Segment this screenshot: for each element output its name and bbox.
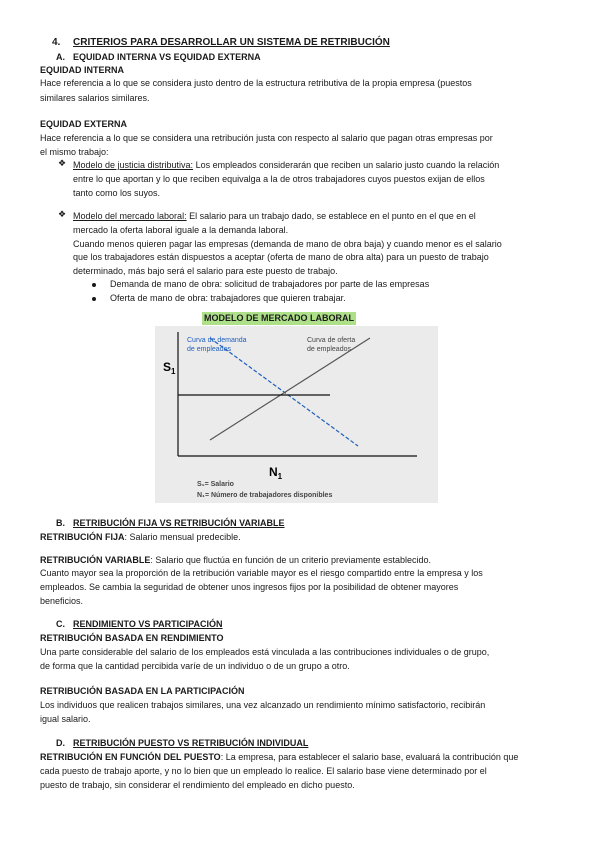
- definition-text: : La empresa, para establecer el salario base, evaluará la contribución que: [220, 752, 519, 762]
- subsection-letter: B.: [56, 518, 65, 528]
- heading-equidad-interna: EQUIDAD INTERNA: [40, 65, 125, 75]
- heading-participacion: RETRIBUCIÓN BASADA EN LA PARTICIPACIÓN: [40, 686, 245, 696]
- definition-text: : Salario mensual predecible.: [124, 532, 241, 542]
- term: RETRIBUCIÓN VARIABLE: [40, 555, 151, 565]
- demand-curve-label: Curva de demanda de empleados: [187, 337, 247, 353]
- paragraph-line: mercado la oferta laboral iguale a la demanda laboral.: [73, 225, 289, 235]
- definition-fija: [40, 531, 241, 543]
- paragraph-line: Hace referencia a lo que se considera una retribución justa con respecto al salario que pagan otras empresas por: [40, 133, 493, 143]
- heading-equidad-externa: EQUIDAD EXTERNA: [40, 119, 128, 129]
- paragraph-line: Los empleados considerarán que reciben un salario justo cuando la relación: [193, 160, 500, 170]
- paragraph-line: Cuanto mayor sea la proporción de la retribución variable mayor es el riesgo compartido entre la empresa y los: [40, 568, 483, 578]
- term: RETRIBUCIÓN EN FUNCIÓN DEL PUESTO: [40, 752, 221, 762]
- paragraph-line: puesto de trabajo, sin considerar el rendimiento del empleado en dicho puesto.: [40, 780, 355, 790]
- heading-rendimiento: RETRIBUCIÓN BASADA EN RENDIMIENTO: [40, 633, 224, 643]
- section-title: CRITERIOS PARA DESARROLLAR UN SISTEMA DE RETRIBUCIÓN: [73, 37, 390, 48]
- diamond-bullet-icon: ❖: [58, 158, 67, 168]
- subsection-title: RETRIBUCIÓN FIJA VS RETRIBUCIÓN VARIABLE: [73, 518, 285, 528]
- term: Modelo de justicia distributiva:: [73, 160, 194, 170]
- list-item: Oferta de mano de obra: trabajadores que quieren trabajar.: [110, 293, 346, 303]
- paragraph-line: de forma que la cantidad percibida varíe de un individuo o de un grupo a otro.: [40, 661, 350, 671]
- definition-text: : Salario que fluctúa en función de un criterio previamente establecido.: [150, 555, 432, 565]
- subsection-letter: D.: [56, 738, 65, 748]
- paragraph-line: Hace referencia a lo que se considera justo dentro de la estructura retributiva de la propia empresa (puestos: [40, 78, 472, 88]
- subsection-letter: C.: [56, 619, 65, 629]
- subsection-title: EQUIDAD INTERNA VS EQUIDAD EXTERNA: [73, 52, 261, 62]
- x-axis-label: $N_1$: [269, 465, 283, 481]
- bullet-dot-icon: [92, 297, 96, 301]
- paragraph-line: entre lo que aportan y lo que reciben equivalga a la de otros trabajadores cuyos puestos exijan de ellos: [73, 174, 485, 184]
- paragraph-line: empleados. Se cambia la seguridad de obtener unos ingresos fijos por la posibilidad de obtener mayores: [40, 582, 459, 592]
- chart-title: MODELO DE MERCADO LABORAL: [204, 313, 354, 323]
- list-item: Demanda de mano de obra: solicitud de trabajadores por parte de las empresas: [110, 279, 430, 289]
- subsection-title: RETRIBUCIÓN PUESTO VS RETRIBUCIÓN INDIVIDUAL: [73, 738, 309, 748]
- term: RETRIBUCIÓN FIJA: [40, 532, 125, 542]
- paragraph-line: Los individuos que realicen trabajos similares, una vez alcanzado un rendimiento mínimo satisfactorio, recibirán: [40, 700, 486, 710]
- paragraph-line: el mismo trabajo:: [40, 147, 109, 157]
- bullet-mercado: [73, 210, 476, 222]
- paragraph-line: cada puesto de trabajo aporte, y no lo bien que un empleado lo realice. El salario base viene determinado por el: [40, 766, 487, 776]
- section-number: 4.: [52, 37, 61, 48]
- bullet-justicia: [73, 159, 499, 171]
- chart-area: [155, 326, 438, 503]
- paragraph-line: beneficios.: [40, 596, 84, 606]
- paragraph-line: determinado, más bajo será el salario para este puesto de trabajo.: [73, 266, 338, 276]
- y-axis-label: $S_1$: [163, 360, 176, 376]
- paragraph-line: El salario para un trabajo dado, se establece en el punto en el que en el: [186, 211, 476, 221]
- term: Modelo del mercado laboral:: [73, 211, 187, 221]
- definition-variable: [40, 554, 431, 566]
- legend-trabajadores: N₁= Número de trabajadores disponibles: [197, 492, 333, 499]
- bullet-dot-icon: [92, 283, 96, 287]
- paragraph-line: Cuando menos quieren pagar las empresas (demanda de mano de obra baja) y cuando menor es el salario: [73, 239, 502, 249]
- diamond-bullet-icon: ❖: [58, 209, 67, 219]
- paragraph-line: tanto como los suyos.: [73, 188, 161, 198]
- subsection-title: RENDIMIENTO VS PARTICIPACIÓN: [73, 619, 223, 629]
- subsection-letter: A.: [56, 52, 65, 62]
- paragraph-line: igual salario.: [40, 714, 91, 724]
- definition-puesto: [40, 751, 518, 763]
- paragraph-line: que los trabajadores están dispuestos a aceptar (oferta de mano de obra alta) para un puesto de trabajo: [73, 252, 489, 262]
- labor-market-chart: [155, 326, 438, 503]
- paragraph-line: Una parte considerable del salario de los empleados está vinculada a las contribuciones individuales o de grupo,: [40, 647, 490, 657]
- legend-salario: S₁= Salario: [197, 481, 234, 488]
- paragraph-line: similares salarios similares.: [40, 93, 150, 103]
- demand-curve: [210, 338, 358, 446]
- supply-curve: [210, 338, 370, 440]
- supply-curve-label: Curva de oferta de empleados: [307, 337, 356, 353]
